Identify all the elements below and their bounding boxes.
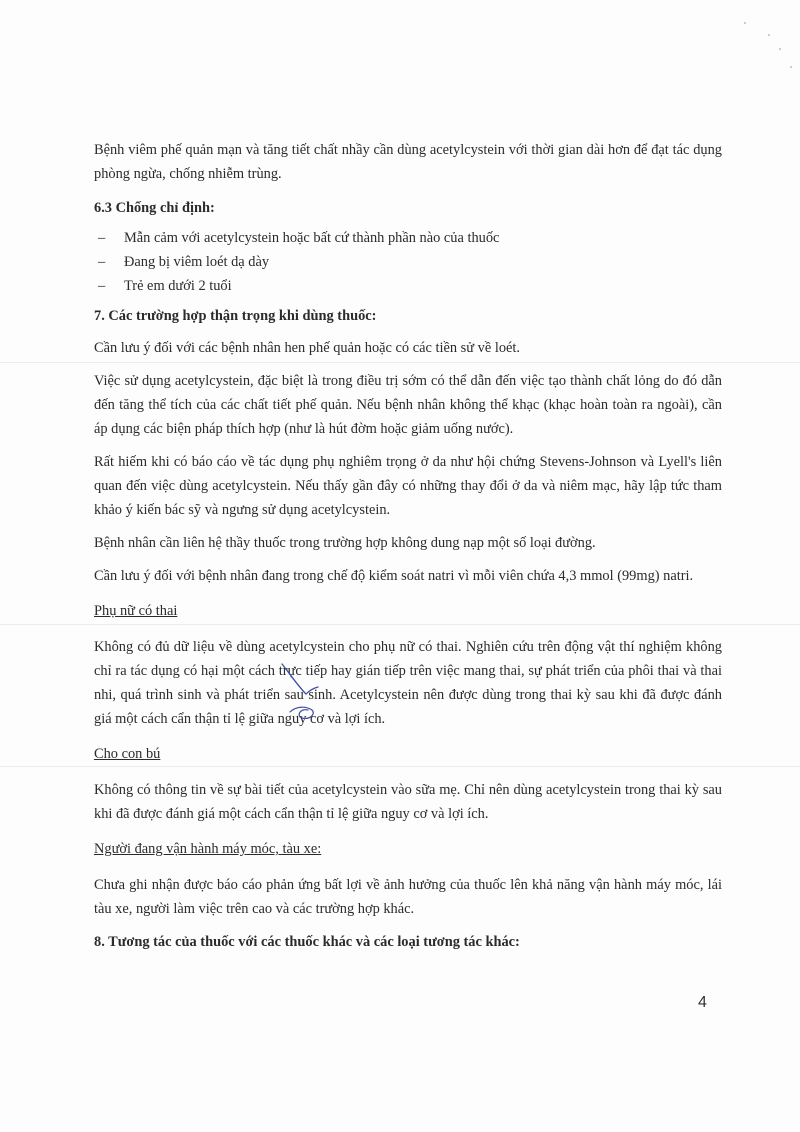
machinery-subheading: Người đang vận hành máy móc, tàu xe: xyxy=(94,841,322,857)
intro-paragraph: Bệnh viêm phế quản mạn và tăng tiết chất nhầy cần dùng acetylcystein với thời gian dài hơn để đạt tác dụng phòng ngừa, chống nhiễm trùng. xyxy=(94,142,722,182)
list-item-text: Đang bị viêm loét dạ dày xyxy=(124,254,270,270)
machinery-subheading-wrap xyxy=(94,835,722,869)
list-item-text: Mẫn cảm với acetylcystein hoặc bất cứ thành phần nào của thuốc xyxy=(124,230,500,246)
dash-bullet-icon: – xyxy=(98,278,106,294)
scan-speck xyxy=(768,34,770,36)
section-7-heading: 7. Các trường hợp thận trọng khi dùng thuốc: xyxy=(94,308,377,324)
scan-speck xyxy=(790,66,792,68)
breastfeeding-subheading: Cho con bú xyxy=(94,746,161,762)
pregnancy-paragraph: Không có đủ dữ liệu về dùng acetylcystein cho phụ nữ có thai. Nghiên cứu trên động vật thí nghiệm không chỉ ra tác dụng có hại một cách trực tiếp hay gián tiếp trên việc mang thai, sự phát triển của phôi thai và thai nhi, quá trình sinh và phát triển sau sinh. Acetylcystein nên được dùng trong thai kỳ sau khi đã được đánh giá một cách cẩn thận tỉ lệ giữa nguy cơ và lợi ích. xyxy=(94,639,722,727)
breastfeeding-subheading-wrap xyxy=(94,740,722,774)
dash-bullet-icon: – xyxy=(98,230,106,246)
page-number: 4 xyxy=(698,994,707,1011)
scan-speck xyxy=(779,48,781,50)
list-item xyxy=(94,226,722,250)
section-8-heading: 8. Tương tác của thuốc với các thuốc khác và các loại tương tác khác: xyxy=(94,934,520,950)
precaution-paragraph: Việc sử dụng acetylcystein, đặc biệt là trong điều trị sớm có thể dẫn đến việc tạo thành chất lỏng do đó dẫn đến tăng thể tích của các chất tiết phế quản. Nếu bệnh nhân không thể khạc (khạc hoàn toàn ra ngoài), cần áp dụng các biện pháp thích hợp (như là hút đờm hoặc giảm uống nước). xyxy=(94,373,722,437)
breastfeeding-paragraph: Không có thông tin về sự bài tiết của acetylcystein vào sữa mẹ. Chỉ nên dùng acetylcystein trong thai kỳ sau khi đã được đánh giá một cách cẩn thận tỉ lệ giữa nguy cơ và lợi ích. xyxy=(94,782,722,822)
section-6-3-heading: 6.3 Chống chỉ định: xyxy=(94,200,215,216)
precaution-paragraph: Cần lưu ý đối với bệnh nhân đang trong chế độ kiểm soát natri vì mỗi viên chứa 4,3 mmol (99mg) natri. xyxy=(94,568,694,584)
document-body xyxy=(94,138,722,960)
list-item xyxy=(94,274,722,298)
scan-speck xyxy=(744,22,746,24)
pregnancy-subheading-wrap xyxy=(94,597,722,631)
precaution-paragraph: Rất hiếm khi có báo cáo về tác dụng phụ nghiêm trọng ở da như hội chứng Stevens-Johnson và Lyell's liên quan đến việc dùng acetylcystein. Nếu thấy gần đây có những thay đổi ở da và niêm mạc, hãy lập tức tham khảo ý kiến bác sỹ và ngưng sử dụng acetylcystein. xyxy=(94,454,722,518)
contraindications-list xyxy=(94,226,722,298)
list-item xyxy=(94,250,722,274)
precaution-paragraph: Cần lưu ý đối với các bệnh nhân hen phế quản hoặc có các tiền sử về loét. xyxy=(94,340,521,356)
dash-bullet-icon: – xyxy=(98,254,106,270)
pregnancy-subheading: Phụ nữ có thai xyxy=(94,603,178,619)
list-item-text: Trẻ em dưới 2 tuổi xyxy=(124,278,232,294)
precaution-paragraph: Bệnh nhân cần liên hệ thầy thuốc trong trường hợp không dung nạp một số loại đường. xyxy=(94,535,596,551)
machinery-paragraph: Chưa ghi nhận được báo cáo phản ứng bất lợi về ảnh hưởng của thuốc lên khả năng vận hành máy móc, lái tàu xe, người làm việc trên cao và các trường hợp khác. xyxy=(94,877,722,917)
